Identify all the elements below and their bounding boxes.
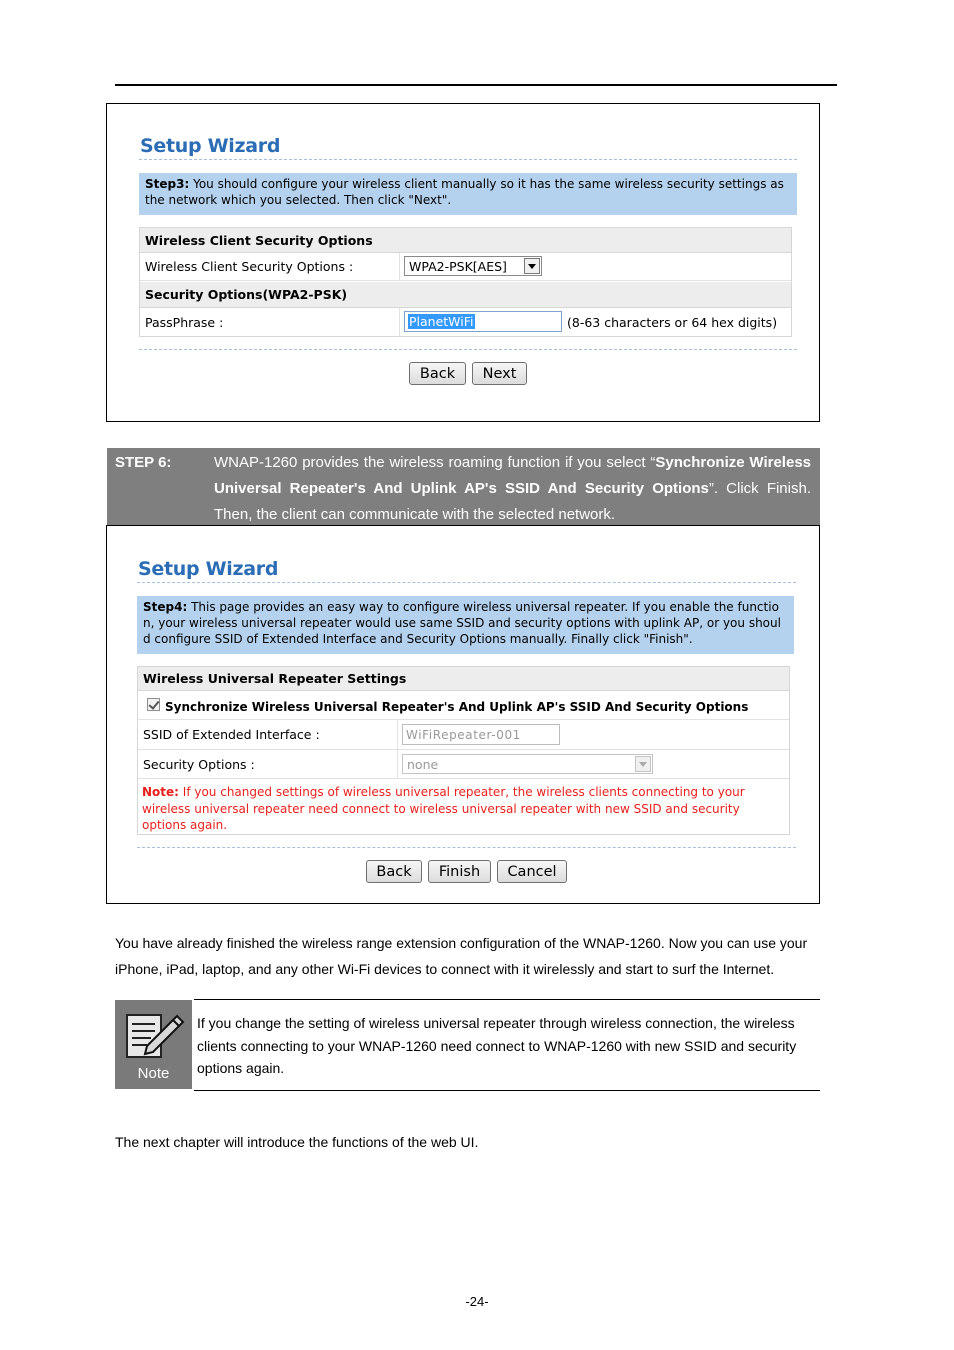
screenshot-step4 xyxy=(106,525,820,904)
security-select-value: none xyxy=(407,756,439,772)
note-box xyxy=(115,1000,192,1089)
ssid-label: SSID of Extended Interface : xyxy=(143,727,320,742)
ssid-input[interactable] xyxy=(402,724,560,745)
sync-label[interactable]: Synchronize Wireless Universal Repeater's And Uplink AP's SSID And Security Options xyxy=(165,700,749,714)
column-divider xyxy=(399,253,400,280)
note-text: If you change the setting of wireless universal repeater through wireless connection, the wireless clients connecting to your WNAP-1260 need connect to WNAP-1260 with new SSID and security options again. xyxy=(197,1015,797,1076)
section-header: Wireless Client Security Options xyxy=(140,228,791,253)
passphrase-value: PlanetWiFi xyxy=(409,314,474,329)
next-chapter-paragraph: The next chapter will introduce the functions of the web UI. xyxy=(115,1134,479,1150)
section-header: Wireless Universal Repeater Settings xyxy=(138,667,789,691)
security-select[interactable] xyxy=(402,754,653,774)
note-icon-label: Note xyxy=(137,1065,170,1082)
next-button[interactable]: Next xyxy=(472,362,527,385)
footer-divider xyxy=(137,847,796,848)
page-number: -24- xyxy=(465,1294,489,1309)
repeater-note-text: If you changed settings of wireless universal repeater, the wireless clients connecting to your wireless universal repeater need connect to wireless universal repeater with new SSID and security options again. xyxy=(142,785,745,832)
cancel-button[interactable]: Cancel xyxy=(497,860,567,883)
step-text: You should configure your wireless client manually so it has the same wireless security settings as the network which you selected. Then click "Next". xyxy=(145,177,784,207)
passphrase-hint: (8-63 characters or 64 hex digits) xyxy=(567,315,778,330)
ssid-row xyxy=(138,720,789,750)
column-divider xyxy=(399,308,400,337)
sync-row xyxy=(138,691,789,720)
step6-banner xyxy=(107,448,820,526)
step-label: Step3: xyxy=(145,177,190,191)
title-divider xyxy=(139,159,797,160)
column-divider xyxy=(397,750,398,778)
security-row xyxy=(138,750,789,779)
step6-tag: STEP 6: xyxy=(115,454,172,471)
security-options-table xyxy=(139,227,792,337)
security-row xyxy=(140,253,791,281)
dropdown-arrow-icon[interactable] xyxy=(635,756,651,772)
step-text: This page provides an easy way to configure wireless universal repeater. If you enable the functio n, your wireless universal repeater would use same SSID and security options with uplink AP, or you shoul d configure SSID of Extended Interface and Security Options manually. Finally click "Finish". xyxy=(143,600,781,646)
note-top-rule xyxy=(194,999,820,1000)
passphrase-row xyxy=(140,308,791,337)
back-button[interactable]: Back xyxy=(366,860,422,883)
finished-paragraph: You have already finished the wireless range extension configuration of the WNAP-1260. Now you can use your iPhone, iPad, laptop, and any other Wi-Fi devices to connect with it wirelessly and start to surf the Internet. xyxy=(115,935,808,977)
screenshot-step3 xyxy=(106,103,820,422)
repeater-settings-table xyxy=(137,666,790,835)
section-header: Security Options(WPA2-PSK) xyxy=(140,282,791,308)
note-pencil-icon xyxy=(115,1006,192,1066)
security-select[interactable] xyxy=(404,256,542,276)
passphrase-label: PassPhrase : xyxy=(145,315,224,330)
column-divider xyxy=(397,720,398,749)
step-label: Step4: xyxy=(143,600,188,614)
back-button[interactable]: Back xyxy=(409,362,466,385)
step6-option-name: Synchronize Wireless Universal Repeater's And Uplink AP's SSID And Security Options xyxy=(214,454,811,497)
dropdown-arrow-icon[interactable] xyxy=(524,258,540,274)
repeater-note xyxy=(142,784,772,834)
header-rule xyxy=(115,84,837,86)
wizard-title: Setup Wizard xyxy=(140,135,281,157)
repeater-note-label: Note: xyxy=(142,785,179,799)
security-select-value: WPA2-PSK[AES] xyxy=(409,258,507,274)
step-instructions xyxy=(139,173,797,215)
footer-divider xyxy=(139,349,797,350)
security-label: Security Options : xyxy=(143,756,255,772)
wizard-title: Setup Wizard xyxy=(138,558,279,580)
step-instructions xyxy=(137,596,794,654)
step6-text: WNAP-1260 provides the wireless roaming function if you select “Synchronize Wireless Universal Repeater's And Uplink AP's SSID And Security Options”. Click Finish. Then, the client can communicate with the selected network. xyxy=(214,454,811,523)
title-divider xyxy=(137,582,796,583)
sync-checkbox[interactable] xyxy=(147,698,160,711)
passphrase-input[interactable] xyxy=(404,311,562,332)
finish-button[interactable]: Finish xyxy=(428,860,491,883)
ssid-value: WiFiRepeater-001 xyxy=(406,727,521,742)
security-label: Wireless Client Security Options : xyxy=(145,259,354,274)
note-bottom-rule xyxy=(194,1090,820,1091)
